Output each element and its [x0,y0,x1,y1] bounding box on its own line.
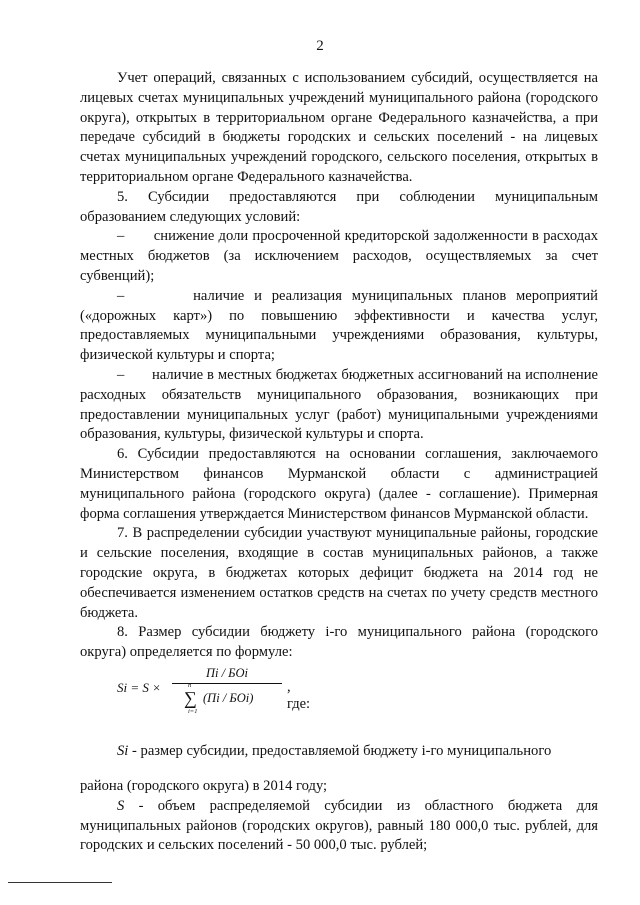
sum-sign-icon: ∑ [184,688,197,708]
symbol-s: S [117,797,125,814]
condition-item: – наличие и реализация муниципальных планов мероприятий («дорожных карт») по повышению эффективности и качества услуг, предоставляемых муниципальными учреждениями образования, культуры, физической культуры и спорта; [80,287,598,364]
definition-s-text: - объем распределяемой субсидии из областного бюджета для муниципальных районов (городских округов), равный 180 000,0 тыс. рублей, для городских и сельских поселений - 50 000,0 тыс. рублей; [80,797,598,854]
subsidy-formula [117,664,317,724]
paragraph-conditions-intro: 5. Субсидии предоставляются при соблюдении муниципальным образованием следующих условий: [80,188,598,225]
formula-fraction [172,664,282,716]
page-number: 2 [316,38,324,54]
formula-lhs: Si = S × [117,680,161,695]
footnote-divider [8,882,112,883]
main-text-upper [80,69,598,663]
paragraph-participants: 7. В распределении субсидии участвуют муниципальные районы, городские и сельские поселения, входящие в состав муниципальных районов, а также городские округа, в бюджетах которых дефицит бюджета на 2014 год не обеспечивается изменением остатков средств на счетах по учету средств местного бюджета. [80,525,598,621]
definition-si [80,742,598,762]
paragraph-formula-intro: 8. Размер субсидии бюджету i-го муниципального района (городского округа) определяется по формуле: [80,624,598,661]
sum-upper-limit: n [188,682,192,689]
definition-si-text: - размер субсидии, предоставляемой бюджету i-го муниципального [128,743,552,759]
sum-lower-limit: i=1 [188,708,198,715]
formula-where: , где: [287,679,311,712]
formula-denominator [172,682,282,716]
paragraph-agreement: 6. Субсидии предоставляются на основании соглашения, заключаемого Министерством финансов Мурманской области с администрацией муниципального района (городского округа) (далее - соглашение). Примерная форма соглашения утверждается Министерством финансов Мурманской области. [80,446,598,522]
condition-item: – наличие в местных бюджетах бюджетных ассигнований на исполнение расходных обязательств муниципального образования, возникающих при предоставлении муниципальных услуг (работ) муниципальными учреждениями образования, культуры, физической культуры и спорта. [80,366,598,443]
formula-numerator: Пi / БОi [205,666,249,680]
condition-item: – снижение доли просроченной кредиторской задолженности в расходах местных бюджетов (за исключением расходов, осуществляемых за счет субвенций); [80,228,598,284]
definition-si-continuation [80,777,598,856]
denominator-expression: (Пi / БОi) [203,691,254,705]
symbol-si: Si [117,743,129,759]
definition-si-line2: района (городского округа) в 2014 году; [80,778,328,794]
paragraph-accounting: Учет операций, связанных с использованием субсидий, осуществляется на лицевых счетах муниципальных учреждений муниципального района (городского округа), открытых в территориальном органе Федерального казначейства, а при передаче субсидий в бюджеты городских и сельских поселений - на лицевых счетах муниципальных учреждений городского, сельского поселения, открытых в территориальном органе Федерального казначейства. [80,70,598,185]
